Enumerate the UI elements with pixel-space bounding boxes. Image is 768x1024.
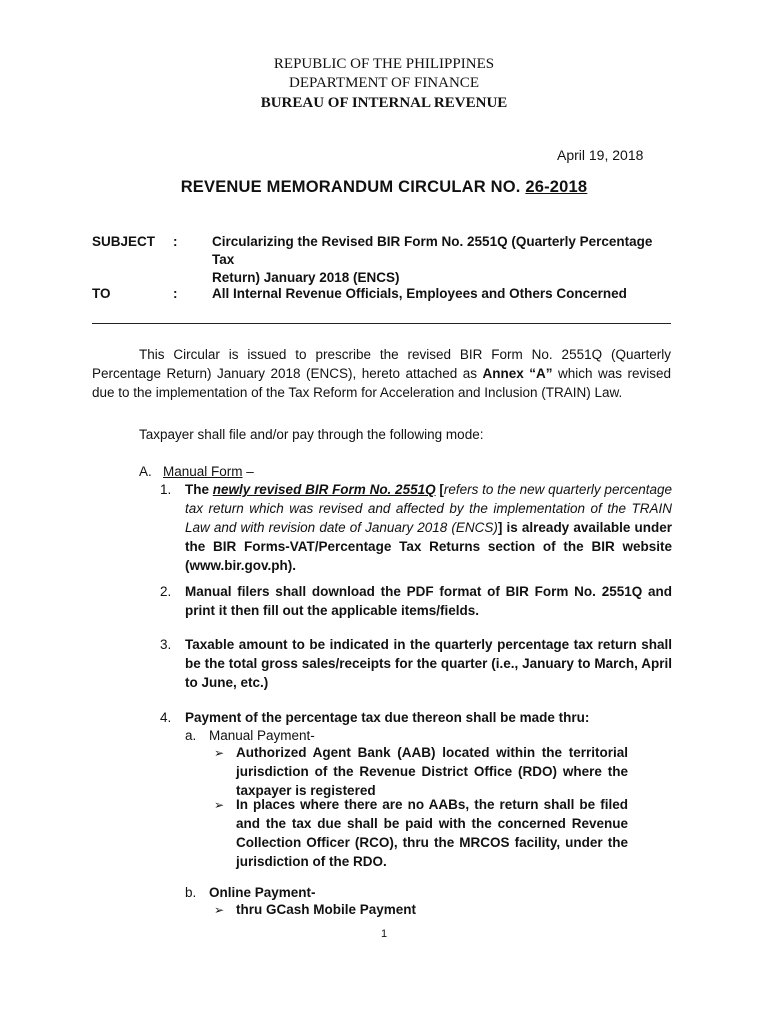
circular-title-prefix: REVENUE MEMORANDUM CIRCULAR NO.: [180, 178, 526, 196]
to-label: TO: [92, 286, 111, 301]
list-item-1: [160, 480, 672, 575]
mode-line: Taxpayer shall file and/or pay through the following mode:: [139, 427, 484, 442]
list-item-1-the: The: [185, 482, 213, 497]
sub-item-a-marker: a.: [185, 728, 197, 743]
bullet-item-2: [214, 795, 628, 871]
list-item-4-marker: 4.: [160, 710, 172, 725]
section-a-title: Manual Form: [163, 464, 243, 479]
header-department: DEPARTMENT OF FINANCE: [289, 75, 479, 91]
subject-label: SUBJECT: [92, 234, 156, 249]
list-item-4: [160, 708, 672, 727]
list-item-3-text: Taxable amount to be indicated in the quarterly percentage tax return shall be the total gross sales/receipts for the quarter (i.e., January to March, April to June, etc.): [185, 637, 672, 690]
list-item-2: [160, 582, 672, 620]
list-item-2-marker: 2.: [160, 584, 172, 599]
header-republic: REPUBLIC OF THE PHILIPPINES: [273, 56, 495, 72]
list-item-1-rest: ] is already available under the BIR Forms-VAT/Percentage Tax Returns section of the BIR website (www.bir.gov.ph).: [185, 520, 672, 573]
bullet-item-1-text: Authorized Agent Bank (AAB) located within the territorial jurisdiction of the Revenue District Office (RDO) where the taxpayer is registered: [236, 745, 628, 798]
intro-part-2: which was revised due to the implementation of the Tax Reform for Acceleration and Inclusion (TRAIN) Law.: [92, 366, 672, 400]
subject-value: [212, 233, 672, 287]
arrow-bullet-icon: ➢: [214, 798, 225, 812]
sub-item-b-text: Online Payment-: [209, 885, 316, 900]
arrow-bullet-icon: ➢: [214, 903, 225, 917]
sub-item-b-marker: b.: [185, 885, 197, 900]
list-item-1-text: [185, 480, 672, 575]
section-a-marker: A.: [139, 464, 152, 479]
section-a-dash: –: [242, 464, 254, 479]
to-colon: :: [173, 286, 178, 301]
document-date: April 19, 2018: [557, 147, 644, 163]
list-item-1-italic-note: refers to the new quarterly percentage tax return which was revised and affected by the implementation of the TRAIN Law and with revision date of January 2018 (ENCS): [185, 482, 672, 535]
to-value: All Internal Revenue Officials, Employees and Others Concerned: [212, 286, 627, 301]
page-number: 1: [380, 928, 388, 940]
circular-title: [0, 178, 768, 197]
subject-row: [0, 233, 768, 285]
divider-rule: [92, 323, 671, 324]
bullet-item-1: [214, 743, 628, 800]
to-row: [0, 285, 768, 305]
newly-revised-form-reference: newly revised BIR Form No. 2551Q: [212, 482, 436, 497]
bullet-item-3-text: thru GCash Mobile Payment: [236, 902, 417, 917]
sub-item-a-text: Manual Payment-: [209, 728, 315, 743]
header-bureau: BUREAU OF INTERNAL REVENUE: [260, 95, 508, 111]
intro-paragraph: [92, 345, 671, 402]
circular-number: 26-2018: [525, 178, 588, 196]
list-item-1-bracket: [: [435, 482, 444, 497]
arrow-bullet-icon: ➢: [214, 746, 225, 760]
subject-line-2: Return) January 2018 (ENCS): [212, 270, 400, 285]
list-item-3: [160, 635, 672, 692]
list-item-3-marker: 3.: [160, 637, 172, 652]
bullet-item-3: [214, 900, 628, 919]
annex-reference: Annex “A”: [482, 366, 553, 381]
list-item-1-marker: 1.: [160, 482, 172, 497]
list-item-2-text: Manual filers shall download the PDF format of BIR Form No. 2551Q and print it then fill out the applicable items/fields.: [185, 584, 672, 618]
list-item-4-text: Payment of the percentage tax due thereon shall be made thru:: [185, 710, 590, 725]
subject-colon: :: [173, 234, 178, 249]
bullet-item-2-text: In places where there are no AABs, the return shall be filed and the tax due shall be paid with the concerned Revenue Collection Officer (RCO), thru the MRCOS facility, under the jurisdiction of the RDO.: [236, 797, 628, 869]
intro-part-1: This Circular is issued to prescribe the revised BIR Form No. 2551Q (Quarterly Percentage Return) January 2018 (ENCS), hereto attached as: [92, 347, 671, 381]
subject-line-1: Circularizing the Revised BIR Form No. 2551Q (Quarterly Percentage Tax: [212, 234, 653, 267]
